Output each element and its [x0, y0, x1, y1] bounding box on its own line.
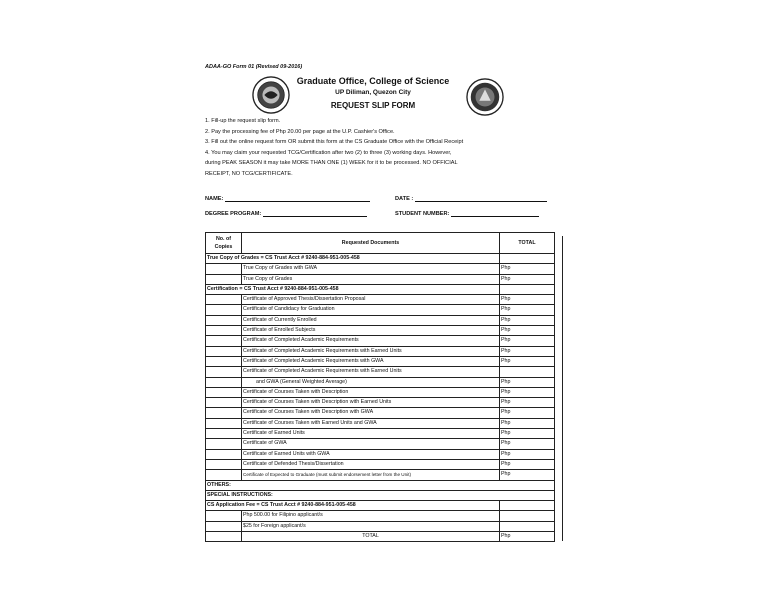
- total-label: TOTAL: [242, 532, 500, 542]
- copies-input[interactable]: [206, 336, 242, 346]
- degree-program-line[interactable]: [263, 210, 367, 217]
- office-location: UP Diliman, Quezon City: [335, 89, 411, 96]
- student-number-field[interactable]: [395, 210, 539, 217]
- total-cell[interactable]: Php: [500, 336, 555, 346]
- total-cell[interactable]: Php: [500, 387, 555, 397]
- app-fee-section-row: [206, 501, 555, 511]
- copies-input[interactable]: [206, 449, 242, 459]
- table-row: [206, 439, 555, 449]
- document-label: Certificate of Courses Taken with Description with GWA: [242, 408, 500, 418]
- document-label: Certificate of Earned Units with GWA: [242, 449, 500, 459]
- document-label: Certificate of Enrolled Subjects: [242, 326, 500, 336]
- total-cell[interactable]: Php: [500, 418, 555, 428]
- degree-program-field[interactable]: [205, 210, 367, 217]
- form-code: ADAA-GO Form 01 (Revised 09-2016): [205, 64, 303, 70]
- header-documents: Requested Documents: [242, 233, 500, 254]
- name-field[interactable]: [205, 195, 370, 202]
- document-label: Certificate of Expected to Graduate (must submit endorsement letter from the Unit): [242, 470, 500, 480]
- table-row: [206, 459, 555, 469]
- table-row: [206, 264, 555, 274]
- document-label: Php 500.00 for Filipino applicant/s: [242, 511, 500, 521]
- total-cell[interactable]: [500, 511, 555, 521]
- empty-cell: [500, 254, 555, 264]
- others-row: [206, 480, 555, 490]
- table-row: [206, 449, 555, 459]
- document-label: Certificate of Courses Taken with Earned Units and GWA: [242, 418, 500, 428]
- tcg-section-row: [206, 254, 555, 264]
- copies-input[interactable]: [206, 326, 242, 336]
- total-cell[interactable]: Php: [500, 449, 555, 459]
- copies-input[interactable]: [206, 377, 242, 387]
- table-row: [206, 511, 555, 521]
- form-title: REQUEST SLIP FORM: [330, 101, 416, 110]
- copies-input[interactable]: [206, 470, 242, 480]
- total-cell[interactable]: Php: [500, 315, 555, 325]
- app-fee-items: [206, 511, 555, 532]
- table-row: [206, 346, 555, 356]
- special-instructions-row: [206, 490, 555, 500]
- document-label: Certificate of Courses Taken with Description: [242, 387, 500, 397]
- table-row: [206, 326, 555, 336]
- special-instructions-label[interactable]: [206, 490, 555, 500]
- special-instructions-text: SPECIAL INSTRUCTIONS:: [207, 491, 273, 498]
- cert-items-a: [206, 295, 555, 367]
- copies-input[interactable]: [206, 398, 242, 408]
- document-label: Certificate of Currently Enrolled: [242, 315, 500, 325]
- total-cell[interactable]: Php: [500, 274, 555, 284]
- header-copies: No. of Copies: [206, 233, 242, 254]
- student-number-label: STUDENT NUMBER:: [395, 211, 450, 217]
- table-row: [206, 470, 555, 480]
- date-label: DATE :: [395, 196, 414, 202]
- total-cell[interactable]: Php: [500, 377, 555, 387]
- copies-input[interactable]: [206, 264, 242, 274]
- others-label[interactable]: [206, 480, 555, 490]
- name-label: NAME:: [205, 196, 224, 202]
- copies-input[interactable]: [206, 295, 242, 305]
- total-cell[interactable]: Php: [500, 470, 555, 480]
- total-cell[interactable]: Php: [500, 429, 555, 439]
- instructions: [205, 116, 557, 179]
- table-row: [206, 387, 555, 397]
- table-row: [206, 521, 555, 531]
- margin-rule: [562, 236, 563, 541]
- table-row: [206, 377, 555, 387]
- instruction-1: 1. Fill-up the request slip form.: [205, 118, 281, 124]
- document-label: and GWA (General Weighted Average): [242, 377, 500, 387]
- header-total: TOTAL: [500, 233, 555, 254]
- table-row: [206, 315, 555, 325]
- name-line[interactable]: [225, 195, 370, 202]
- table-row: [206, 398, 555, 408]
- total-cell[interactable]: Php: [500, 439, 555, 449]
- total-cell[interactable]: Php: [500, 356, 555, 366]
- app-fee-section-label: CS Application Fee = CS Trust Acct # 9240-884-951-005-458: [206, 501, 500, 511]
- document-label: True Copy of Grades: [242, 274, 500, 284]
- document-label: Certificate of Courses Taken with Description with Earned Units: [242, 398, 500, 408]
- receipt-note: RECEIPT, NO TCG/CERTIFICATE.: [205, 170, 293, 177]
- document-label: True Copy of Grades with GWA: [242, 264, 500, 274]
- copies-input[interactable]: [206, 459, 242, 469]
- document-label: Certificate of Candidacy for Graduation: [242, 305, 500, 315]
- document-label: Certificate of Completed Academic Requirements: [242, 336, 500, 346]
- copies-input[interactable]: [206, 346, 242, 356]
- table-row: [206, 418, 555, 428]
- peak-season-note: during PEAK SEASON it may take MORE THAN ONE (1) WEEK for it to be processed. NO OFFICIAL: [205, 160, 458, 166]
- cert-section-row: [206, 284, 555, 294]
- document-label: $25 for Foreign applicant/s: [242, 521, 500, 531]
- document-label: Certificate of GWA: [242, 439, 500, 449]
- copies-input[interactable]: [206, 439, 242, 449]
- document-label: Certificate of Approved Thesis/Dissertation Proposal: [242, 295, 500, 305]
- table-row: [206, 408, 555, 418]
- empty-cell: [500, 284, 555, 294]
- document-label: Certificate of Completed Academic Requirements with GWA: [242, 356, 500, 366]
- date-field[interactable]: [395, 195, 547, 202]
- table-header-row: [206, 233, 555, 254]
- cert-items-b: [206, 387, 555, 469]
- table-row: [206, 356, 555, 366]
- document-label: Certificate of Earned Units: [242, 429, 500, 439]
- empty-cell: [500, 501, 555, 511]
- instruction-2: 2. Pay the processing fee of Php 20.00 per page at the U.P. Cashier's Office.: [205, 128, 395, 135]
- copies-input[interactable]: [206, 367, 242, 377]
- copies-input[interactable]: [206, 305, 242, 315]
- copies-input: [206, 532, 242, 542]
- table-row: [206, 274, 555, 284]
- instruction-3: 3. Fill out the online request form OR submit this form at the CS Graduate Office with the Official Receipt: [205, 139, 464, 145]
- office-title: Graduate Office, College of Science: [296, 76, 450, 86]
- copies-input[interactable]: [206, 429, 242, 439]
- total-cell[interactable]: [500, 367, 555, 377]
- total-cell[interactable]: [500, 521, 555, 531]
- copies-input[interactable]: [206, 521, 242, 531]
- total-cell[interactable]: Php: [500, 326, 555, 336]
- total-cell[interactable]: Php: [500, 398, 555, 408]
- tcg-section-label: True Copy of Grades = CS Trust Acct # 9240-884-951-005-458: [206, 254, 500, 264]
- total-row: [206, 532, 555, 542]
- copies-input[interactable]: [206, 408, 242, 418]
- table-row: [206, 336, 555, 346]
- total-cell[interactable]: Php: [500, 459, 555, 469]
- instruction-4: 4. You may claim your requested TCG/Certification after two (2) to three (3) working days. However,: [205, 149, 452, 156]
- college-seal-icon: [466, 78, 504, 116]
- copies-input[interactable]: [206, 274, 242, 284]
- others-text: OTHERS:: [207, 481, 231, 488]
- copies-input[interactable]: [206, 511, 242, 521]
- date-line[interactable]: [415, 195, 547, 202]
- document-label: Certificate of Completed Academic Requirements with Earned Units: [242, 367, 500, 377]
- student-number-line[interactable]: [451, 210, 539, 217]
- total-cell[interactable]: Php: [500, 346, 555, 356]
- copies-input[interactable]: [206, 315, 242, 325]
- total-cell[interactable]: Php: [500, 264, 555, 274]
- table-row: [206, 295, 555, 305]
- copies-input[interactable]: [206, 418, 242, 428]
- document-label: Certificate of Completed Academic Requirements with Earned Units: [242, 346, 500, 356]
- requested-documents-table: [205, 232, 555, 542]
- tcg-items: [206, 264, 555, 285]
- total-cell[interactable]: Php: [500, 295, 555, 305]
- cert-section-label: Certification = CS Trust Acct # 9240-884-951-005-458: [206, 284, 500, 294]
- document-label: Certificate of Defended Thesis/Dissertation: [242, 459, 500, 469]
- grand-total-cell[interactable]: Php: [500, 532, 555, 542]
- table-row: [206, 429, 555, 439]
- copies-input[interactable]: [206, 387, 242, 397]
- table-row: [206, 305, 555, 315]
- table-row: [206, 367, 555, 377]
- total-cell[interactable]: Php: [500, 305, 555, 315]
- total-cell[interactable]: Php: [500, 408, 555, 418]
- copies-input[interactable]: [206, 356, 242, 366]
- degree-program-label: DEGREE PROGRAM:: [205, 211, 262, 217]
